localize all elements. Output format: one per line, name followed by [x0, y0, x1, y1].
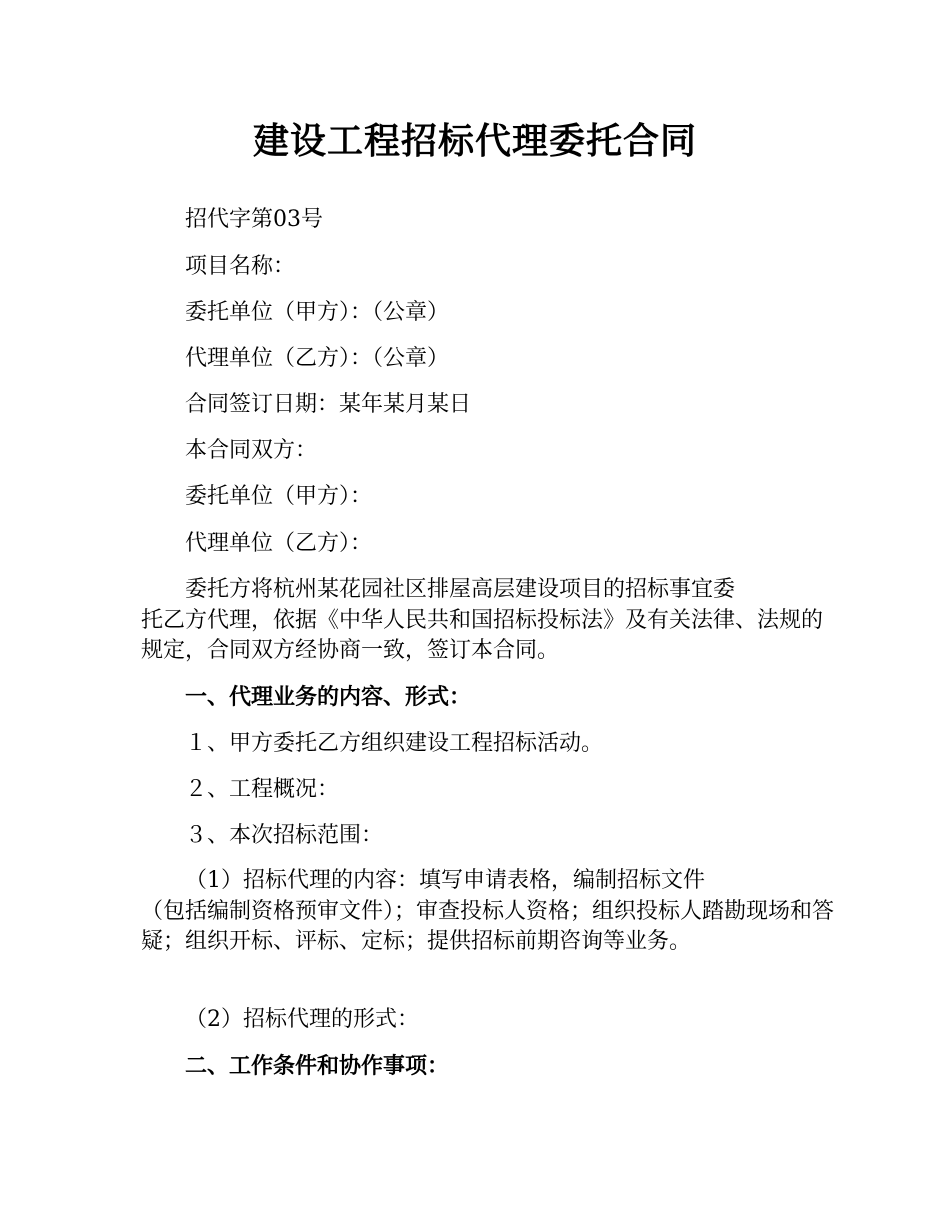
section-1-sub-1-first-line: （1）招标代理的内容：填写申请表格，编制招标文件	[185, 868, 705, 893]
document-title: 建设工程招标代理委托合同	[252, 121, 697, 162]
party-a-line: 委托单位（甲方）：	[185, 484, 373, 509]
section-1-sub-2: （2）招标代理的形式：	[185, 1007, 419, 1032]
party-b-line: 代理单位（乙方）：	[185, 531, 373, 556]
section-2-heading: 二、工作条件和协作事项：	[185, 1054, 450, 1079]
agent-unit-line: 代理单位（乙方）：（公章）	[185, 346, 450, 371]
section-1-item-1: １、甲方委托乙方组织建设工程招标活动。	[185, 731, 604, 756]
intro-paragraph-first-line: 委托方将杭州某花园社区排屋高层建设项目的招标事宜委	[185, 577, 736, 602]
parties-line: 本合同双方：	[185, 438, 318, 463]
section-1-sub-1-body: （包括编制资格预审文件）；审查投标人资格；组织投标人踏勘现场和答疑；组织开标、评标、定标；提供招标前期咨询等业务。	[141, 898, 835, 954]
section-1-heading: 一、代理业务的内容、形式：	[185, 685, 472, 710]
sign-date-line: 合同签订日期：某年某月某日	[185, 392, 472, 417]
project-name-line: 项目名称：	[185, 254, 296, 279]
section-1-item-3: ３、本次招标范围：	[185, 823, 384, 848]
intro-paragraph-body: 托乙方代理，依据《中华人民共和国招标投标法》及有关法律、法规的规定，合同双方经协商一致，签订本合同。	[141, 607, 824, 663]
section-1-sub-1	[141, 866, 841, 958]
section-1-item-2: ２、工程概况：	[185, 777, 340, 802]
client-unit-line: 委托单位（甲方）：（公章）	[185, 300, 450, 325]
contract-number: 招代字第03号	[185, 207, 323, 232]
intro-paragraph	[141, 575, 841, 667]
